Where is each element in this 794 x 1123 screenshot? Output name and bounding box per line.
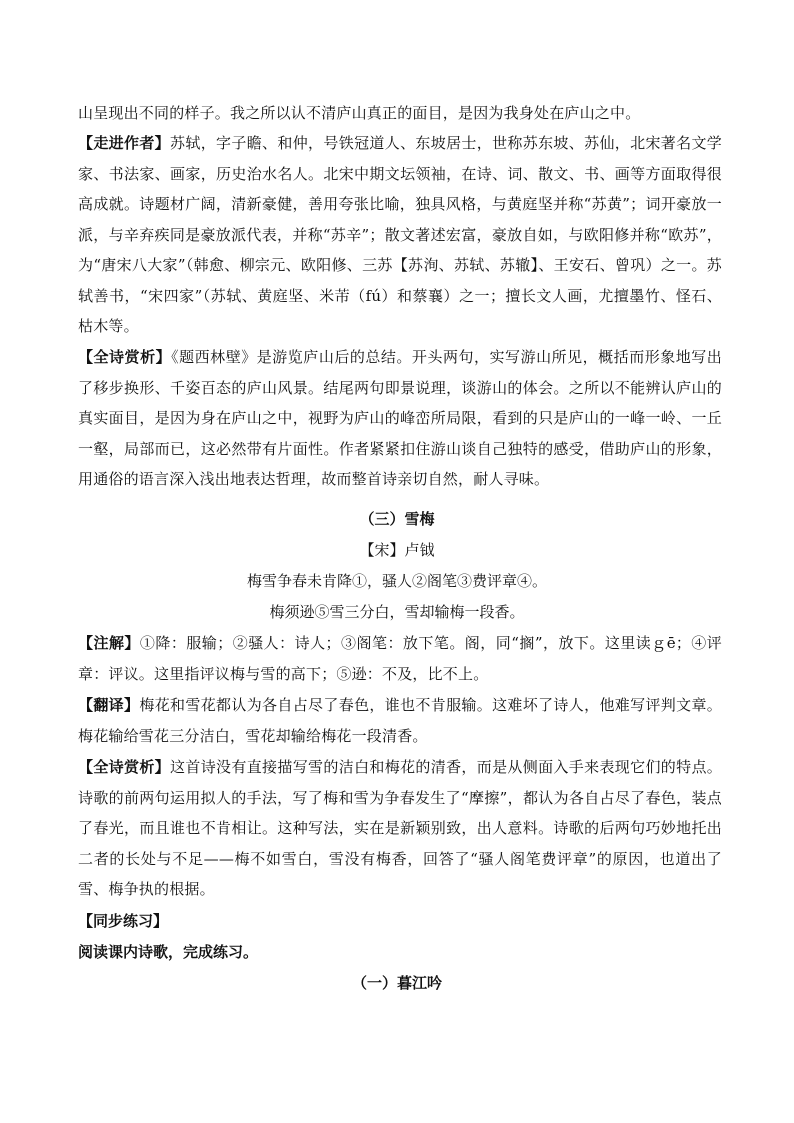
poem-author: 【宋】卢钺	[359, 541, 435, 559]
translation-text: 梅花和雪花都认为各自占尽了春色，谁也不肯服输。这难坏了诗人，他难写评判文章。梅花输给雪花三分洁白，雪花却输给梅花一段清香。	[78, 696, 722, 745]
analysis-1-tag: 【全诗赏析】	[78, 348, 172, 366]
author-tag: 【走进作者】	[78, 134, 171, 152]
analysis-2-tag: 【全诗赏析】	[78, 758, 171, 776]
practice-sub-title: （一）暮江吟	[351, 974, 442, 992]
analysis-section-1	[78, 342, 722, 495]
practice-instruction: 阅读课内诗歌，完成练习。	[78, 943, 259, 961]
notes-section	[78, 628, 722, 689]
practice-heading: 【同步练习】	[78, 912, 169, 930]
poem-line-1: 梅雪争春未肯降①，骚人②阁笔③费评章④。	[246, 572, 547, 590]
author-section	[78, 128, 722, 342]
intro-text: 山呈现出不同的样子。我之所以认不清庐山真正的面目，是因为我身处在庐山之中。	[78, 104, 641, 122]
analysis-section-2	[78, 752, 722, 905]
analysis-2-text: 这首诗没有直接描写雪的洁白和梅花的清香，而是从侧面入手来表现它们的特点。诗歌的前两句运用拟人的手法，写了梅和雪为争春发生了“摩擦”，都认为各自占尽了春色，装点了春光，而且谁也不肯相让。这种写法，实在是新颖别致，出人意料。诗歌的后两句巧妙地托出二者的长处与不足——梅不如雪白，雪没有梅香，回答了“骚人阁笔费评章”的原因，也道出了雪、梅争执的根据。	[78, 758, 722, 898]
author-text: 苏轼，字子瞻、和仲，号铁冠道人、东坡居士，世称苏东坡、苏仙，北宋著名文学家、书法家、画家，历史治水名人。北宋中期文坛领袖，在诗、词、散文、书、画等方面取得很高成就。诗题材广阔，清新豪健，善用夸张比喻，独具风格，与黄庭坚并称“苏黄”；词开豪放一派，与辛弃疾同是豪放派代表，并称“苏辛”；散文著述宏富，豪放自如，与欧阳修并称“欧苏”，为“唐宋八大家”（韩愈、柳宗元、欧阳修、三苏【苏洵、苏轼、苏辙】、王安石、曾巩）之一。苏轼善书，“宋四家”（苏轼、黄庭坚、米芾（fú）和蔡襄）之一；擅长文人画，尤擅墨竹、怪石、枯木等。	[78, 134, 722, 335]
poem-title: （三）雪梅	[359, 510, 435, 528]
notes-tag: 【注解】	[78, 634, 140, 652]
intro-paragraph	[78, 98, 722, 129]
notes-text: ①降：服输；②骚人：诗人；③阁笔：放下笔。阁，同“搁”，放下。这里读ｇē；④评章：评议。这里指评议梅与雪的高下；⑤逊：不及，比不上。	[78, 634, 722, 683]
analysis-1-text: 《题西林壁》是游览庐山后的总结。开头两句，实写游山所见，概括而形象地写出了移步换形、千姿百态的庐山风景。结尾两句即景说理，谈游山的体会。之所以不能辨认庐山的真实面目，是因为身在庐山之中，视野为庐山的峰峦所局限，看到的只是庐山的一峰一岭、一丘一壑，局部而已，这必然带有片面性。作者紧紧扣住游山谈自己独特的感受，借助庐山的形象，用通俗的语言深入浅出地表达哲理，故而整首诗亲切自然，耐人寻味。	[78, 348, 722, 488]
translation-section	[78, 690, 722, 751]
poem-line-2: 梅须逊⑤雪三分白，雪却输梅一段香。	[269, 603, 525, 621]
translation-tag: 【翻译】	[78, 696, 140, 714]
